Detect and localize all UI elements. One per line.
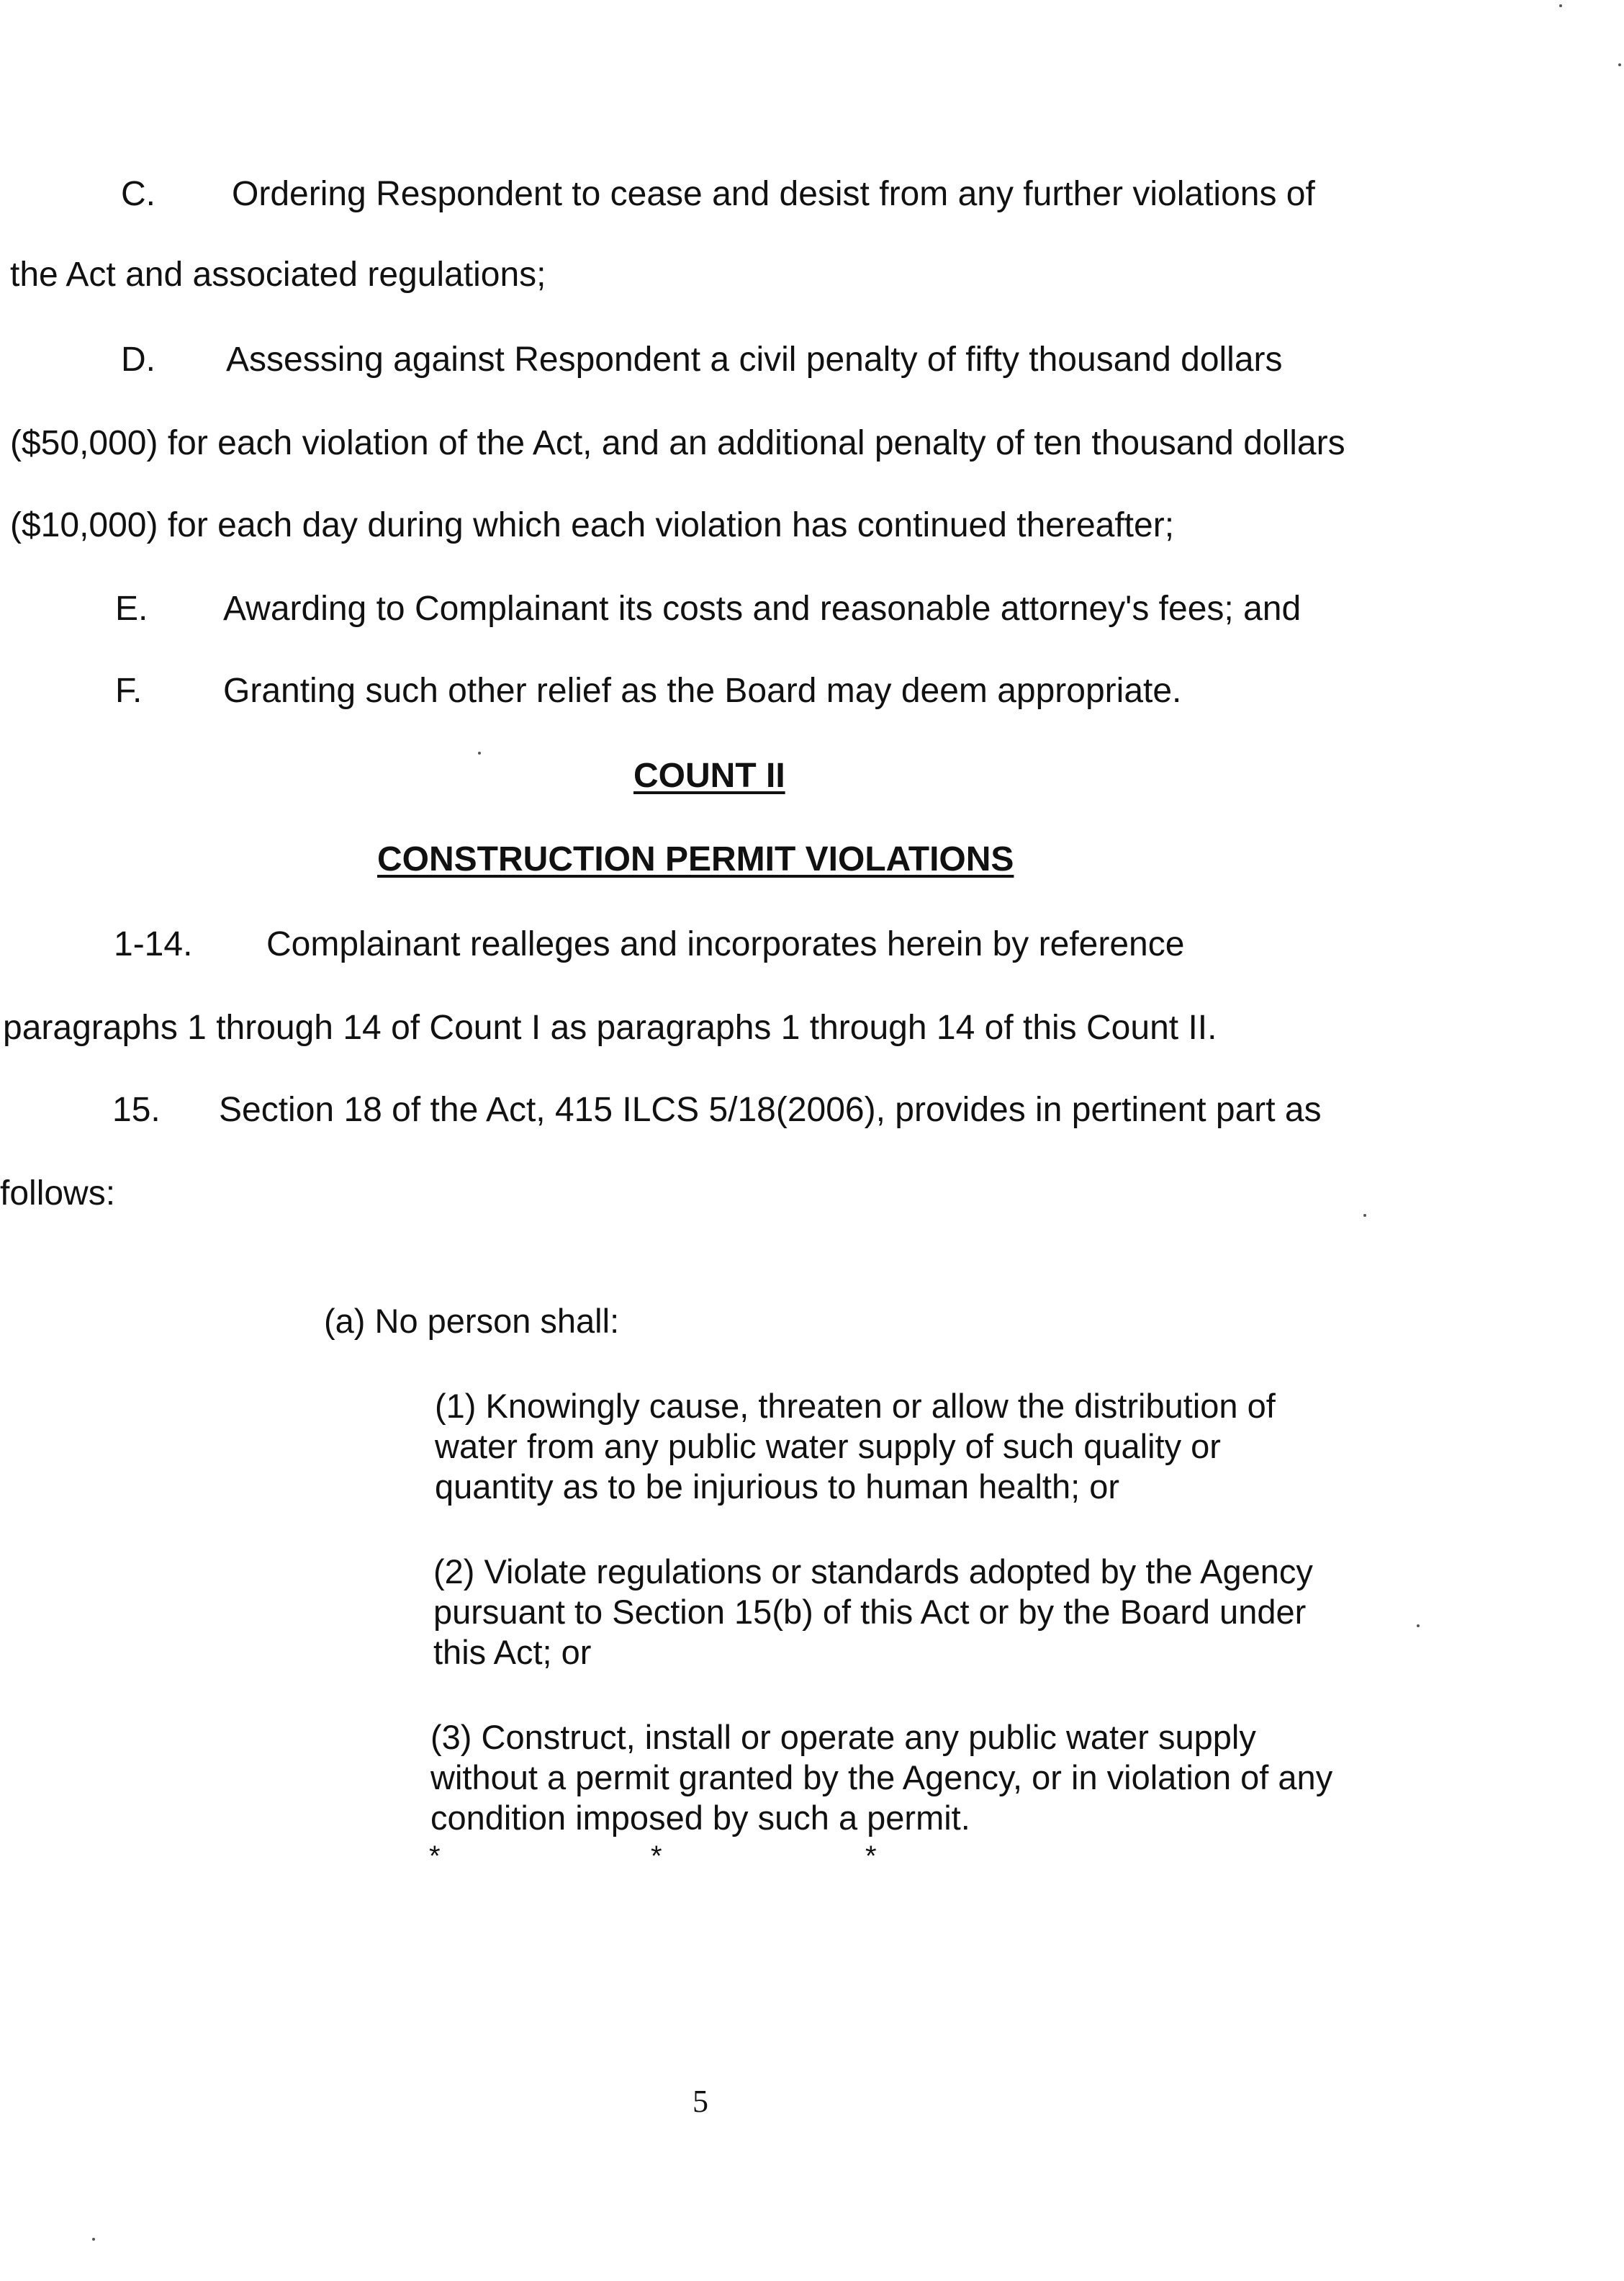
relief-d-line3: ($10,000) for each day during which each violation has continued thereafter; — [10, 506, 1175, 544]
paragraph-1-14-line2: paragraphs 1 through 14 of Count I as paragraphs 1 through 14 of this Count II. — [3, 1009, 1217, 1047]
quote-intro: (a) No person shall: — [324, 1302, 620, 1340]
quote-item1-line3: quantity as to be injurious to human health; or — [435, 1467, 1120, 1506]
quote-item3-line1: (3) Construct, install or operate any public water supply — [430, 1718, 1256, 1756]
ellipsis-star-3: * — [865, 1840, 877, 1872]
relief-e-text: Awarding to Complainant its costs and reasonable attorney's fees; and — [223, 590, 1302, 628]
scan-speck — [478, 752, 481, 755]
quote-item3-line3: condition imposed by such a permit. — [430, 1799, 970, 1837]
quote-item2-line2: pursuant to Section 15(b) of this Act or by the Board under — [433, 1593, 1307, 1631]
quote-item3-line2: without a permit granted by the Agency, or in violation of any — [430, 1758, 1333, 1796]
ellipsis-star-1: * — [429, 1840, 441, 1872]
relief-d-line1: Assessing against Respondent a civil penalty of fifty thousand dollars — [226, 341, 1283, 379]
relief-d-line2: ($50,000) for each violation of the Act, and an additional penalty of ten thousand dollars — [10, 424, 1345, 462]
count-subtitle: CONSTRUCTION PERMIT VIOLATIONS — [377, 840, 1014, 878]
scan-speck — [1559, 4, 1562, 7]
relief-e-marker: E. — [115, 590, 148, 628]
ellipsis-star-2: * — [651, 1840, 662, 1872]
count-title: COUNT II — [633, 757, 785, 795]
relief-c-line1: Ordering Respondent to cease and desist from any further violations of — [232, 175, 1315, 213]
paragraph-15-line2: follows: — [0, 1174, 116, 1213]
page-number: 5 — [693, 2084, 708, 2119]
paragraph-1-14-line1: Complainant realleges and incorporates herein by reference — [266, 925, 1185, 963]
scan-speck — [1618, 63, 1621, 66]
paragraph-1-14-marker: 1-14. — [114, 925, 193, 963]
paragraph-15-marker: 15. — [112, 1091, 161, 1129]
scan-speck — [1363, 1214, 1366, 1217]
relief-f-marker: F. — [115, 672, 143, 710]
relief-f-text: Granting such other relief as the Board may deem appropriate. — [223, 672, 1182, 710]
quote-item2-line1: (2) Violate regulations or standards adopted by the Agency — [433, 1552, 1313, 1591]
quote-item1-line2: water from any public water supply of such quality or — [435, 1427, 1221, 1465]
scan-speck — [92, 2238, 95, 2241]
relief-c-marker: C. — [121, 175, 155, 213]
quote-item2-line3: this Act; or — [433, 1633, 592, 1671]
quote-item1-line1: (1) Knowingly cause, threaten or allow the distribution of — [435, 1387, 1276, 1425]
paragraph-15-line1: Section 18 of the Act, 415 ILCS 5/18(2006), provides in pertinent part as — [219, 1091, 1322, 1129]
relief-d-marker: D. — [121, 341, 155, 379]
scan-speck — [1417, 1624, 1420, 1627]
relief-c-line2: the Act and associated regulations; — [10, 256, 546, 294]
